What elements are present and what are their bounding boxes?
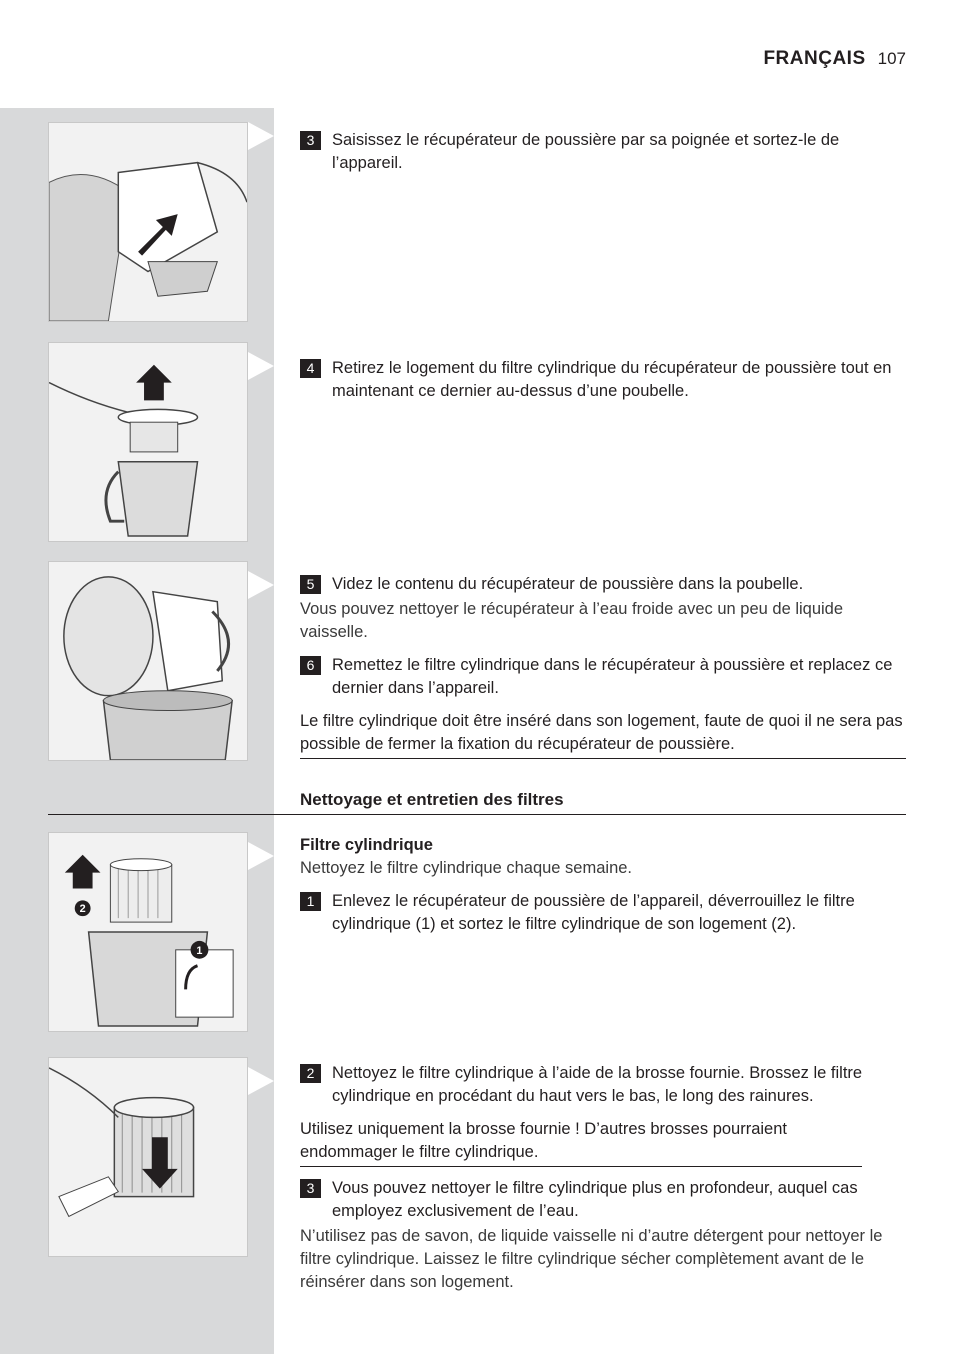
warning-text: Utilisez uniquement la brosse fournie ! D’autres brosses pourraient endommager le filtre cylindrique. — [300, 1118, 862, 1167]
illustration-unlock-filter — [48, 832, 248, 1032]
text-step-3 — [300, 129, 906, 185]
section-divider — [48, 814, 906, 815]
callout-one: 1 — [196, 944, 203, 957]
subsection-title: Filtre cylindrique — [300, 836, 433, 854]
step-item — [300, 573, 906, 596]
illustration-remove-filter-housing — [48, 342, 248, 542]
section-title: Nettoyage et entretien des filtres — [300, 790, 564, 809]
step-note: N’utilisez pas de savon, de liquide vaisselle ni d’autre détergent pour nettoyer le filtre cylindrique. Laissez le filtre cylindrique sécher complètement avant de le réinsérer dans son logement. — [300, 1227, 883, 1291]
step-text: Saisissez le récupérateur de poussière par sa poignée et sortez-le de l’appareil. — [332, 131, 840, 172]
step-number: 2 — [300, 1064, 321, 1083]
warning-text: Le filtre cylindrique doit être inséré dans son logement, faute de quoi il ne sera pas possible de fermer la fixation du récupérateur de poussière. — [300, 710, 906, 759]
step-text: Enlevez le récupérateur de poussière de l’appareil, déverrouillez le filtre cylindrique (1) et sortez le filtre cylindrique de son logement (2). — [332, 892, 855, 933]
step-text: Retirez le logement du filtre cylindrique du récupérateur de poussière tout en maintenant ce dernier au-dessus d’une poubelle. — [332, 359, 892, 400]
step-text: Nettoyez le filtre cylindrique à l’aide de la brosse fournie. Brossez le filtre cylindrique en procédant du haut vers le bas, le long des rainures. — [332, 1064, 863, 1105]
step-number: 4 — [300, 359, 321, 378]
text-filter-steps-2-3 — [300, 1062, 906, 1304]
notch-5 — [248, 1067, 274, 1095]
illustration-remove-dust-container — [48, 122, 248, 322]
step-item — [300, 129, 906, 175]
text-step-4 — [300, 357, 906, 413]
step-item — [300, 1062, 906, 1108]
step-item — [300, 654, 906, 700]
step-text: Videz le contenu du récupérateur de poussière dans la poubelle. — [332, 575, 804, 593]
step-number: 6 — [300, 656, 321, 675]
step-number: 3 — [300, 1179, 321, 1198]
step-text: Remettez le filtre cylindrique dans le récupérateur à poussière et replacez ce dernier dans l’appareil. — [332, 656, 893, 697]
language-label: FRANÇAIS — [763, 48, 866, 69]
step-item — [300, 357, 906, 403]
callout-two: 2 — [79, 903, 86, 916]
step-note: Vous pouvez nettoyer le récupérateur à l’eau froide avec un peu de liquide vaisselle. — [300, 600, 844, 641]
text-steps-5-6 — [300, 573, 906, 769]
notch-1 — [248, 122, 274, 150]
illustration-brush-filter — [48, 1057, 248, 1257]
step-number: 3 — [300, 131, 321, 150]
notch-4 — [248, 842, 274, 870]
step-number: 5 — [300, 575, 321, 594]
page-header — [763, 48, 906, 70]
page-number: 107 — [877, 49, 906, 68]
step-text: Vous pouvez nettoyer le filtre cylindrique plus en profondeur, auquel cas employez exclusivement de l’eau. — [332, 1179, 858, 1220]
step-item — [300, 1177, 906, 1223]
notch-3 — [248, 571, 274, 599]
illustration-empty-container — [48, 561, 248, 761]
text-filter-section — [300, 834, 906, 946]
step-item — [300, 890, 906, 936]
subsection-intro: Nettoyez le filtre cylindrique chaque semaine. — [300, 859, 633, 877]
step-number: 1 — [300, 892, 321, 911]
notch-2 — [248, 352, 274, 380]
